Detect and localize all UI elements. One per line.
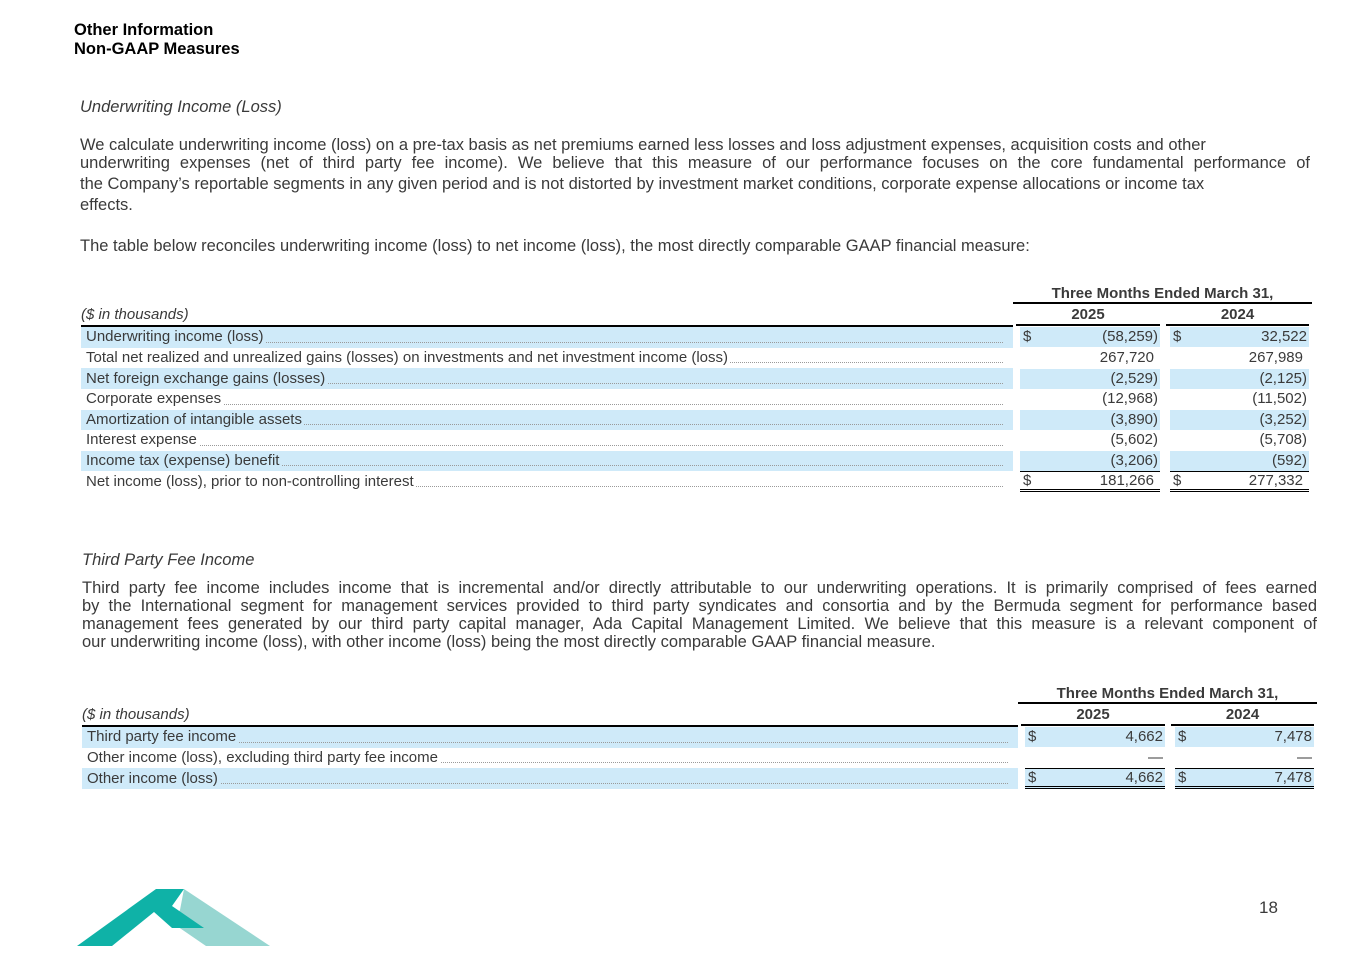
table-row-total: Other income (loss) $ 4,662 $ 7,478 bbox=[82, 768, 1317, 789]
table-row: Interest expense (5,602) (5,708) bbox=[81, 430, 1312, 451]
units-label: ($ in thousands) bbox=[82, 705, 1018, 728]
table-row: Total net realized and unrealized gains (losses) on investments and net investment income (loss) 267,720 267,989 bbox=[81, 348, 1312, 369]
paragraph-line: effects. bbox=[80, 196, 133, 214]
paragraph-line: our underwriting income (loss), with other income (loss) being the most directly comparable GAAP financial measure. bbox=[82, 633, 936, 651]
table-row-total: Net income (loss), prior to non-controlling interest $ 181,266 $ 277,332 bbox=[81, 471, 1312, 492]
reconcile-intro: The table below reconciles underwriting income (loss) to net income (loss), the most directly comparable GAAP financial measure: bbox=[80, 237, 1030, 255]
underwriting-reconciliation-table bbox=[81, 284, 1312, 492]
paragraph-line: We calculate underwriting income (loss) on a pre-tax basis as net premiums earned less losses and loss adjustment expenses, acquisition costs and other bbox=[80, 136, 1206, 154]
page-number: 18 bbox=[1259, 898, 1278, 917]
table-row: Third party fee income $ 4,662 $ 7,478 bbox=[82, 727, 1317, 748]
table-row: Income tax (expense) benefit (3,206) (592) bbox=[81, 451, 1312, 472]
table-row: Amortization of intangible assets (3,890) (3,252) bbox=[81, 410, 1312, 431]
paragraph-line: management fees generated by our third party capital manager, Ada Capital Management Limited. We believe that this measure is a relevant component of bbox=[82, 615, 1317, 633]
table-row: Corporate expenses (12,968) (11,502) bbox=[81, 389, 1312, 410]
header-subtitle: Non-GAAP Measures bbox=[74, 40, 240, 58]
section-title-third-party: Third Party Fee Income bbox=[82, 551, 255, 569]
year-header-2024: 2024 bbox=[1168, 705, 1317, 728]
paragraph-line: Third party fee income includes income that is incremental and/or directly attributable to our underwriting operations. It is primarily comprised of fees earned bbox=[82, 579, 1317, 597]
third-party-fee-table bbox=[82, 684, 1317, 789]
header-title: Other Information bbox=[74, 21, 214, 39]
paragraph-line: by the International segment for management services provided to third party syndicates and consortia and by the Bermuda segment for performance based bbox=[82, 597, 1317, 615]
underwriting-description bbox=[80, 136, 1310, 214]
section-title-underwriting: Underwriting Income (Loss) bbox=[80, 98, 282, 116]
year-header-2025: 2025 bbox=[1018, 705, 1168, 728]
table-row: Net foreign exchange gains (losses) (2,529) (2,125) bbox=[81, 368, 1312, 389]
page-header bbox=[74, 21, 240, 59]
company-logo-icon bbox=[76, 888, 270, 948]
year-header-2025: 2025 bbox=[1013, 305, 1163, 328]
third-party-description bbox=[82, 579, 1317, 651]
paragraph-line: the Company’s reportable segments in any given period and is not distorted by investment market conditions, corporate expense allocations or income tax bbox=[80, 175, 1205, 193]
paragraph-line: underwriting expenses (net of third party fee income). We believe that this measure of our performance focuses on the core fundamental performance of bbox=[80, 154, 1310, 172]
period-header: Three Months Ended March 31, bbox=[1013, 284, 1312, 305]
year-header-2024: 2024 bbox=[1163, 305, 1312, 328]
period-header: Three Months Ended March 31, bbox=[1018, 684, 1317, 705]
table-row: Underwriting income (loss) $ (58,259) $ 32,522 bbox=[81, 327, 1312, 348]
table-row: Other income (loss), excluding third party fee income — — bbox=[82, 748, 1317, 769]
units-label: ($ in thousands) bbox=[81, 305, 1013, 328]
